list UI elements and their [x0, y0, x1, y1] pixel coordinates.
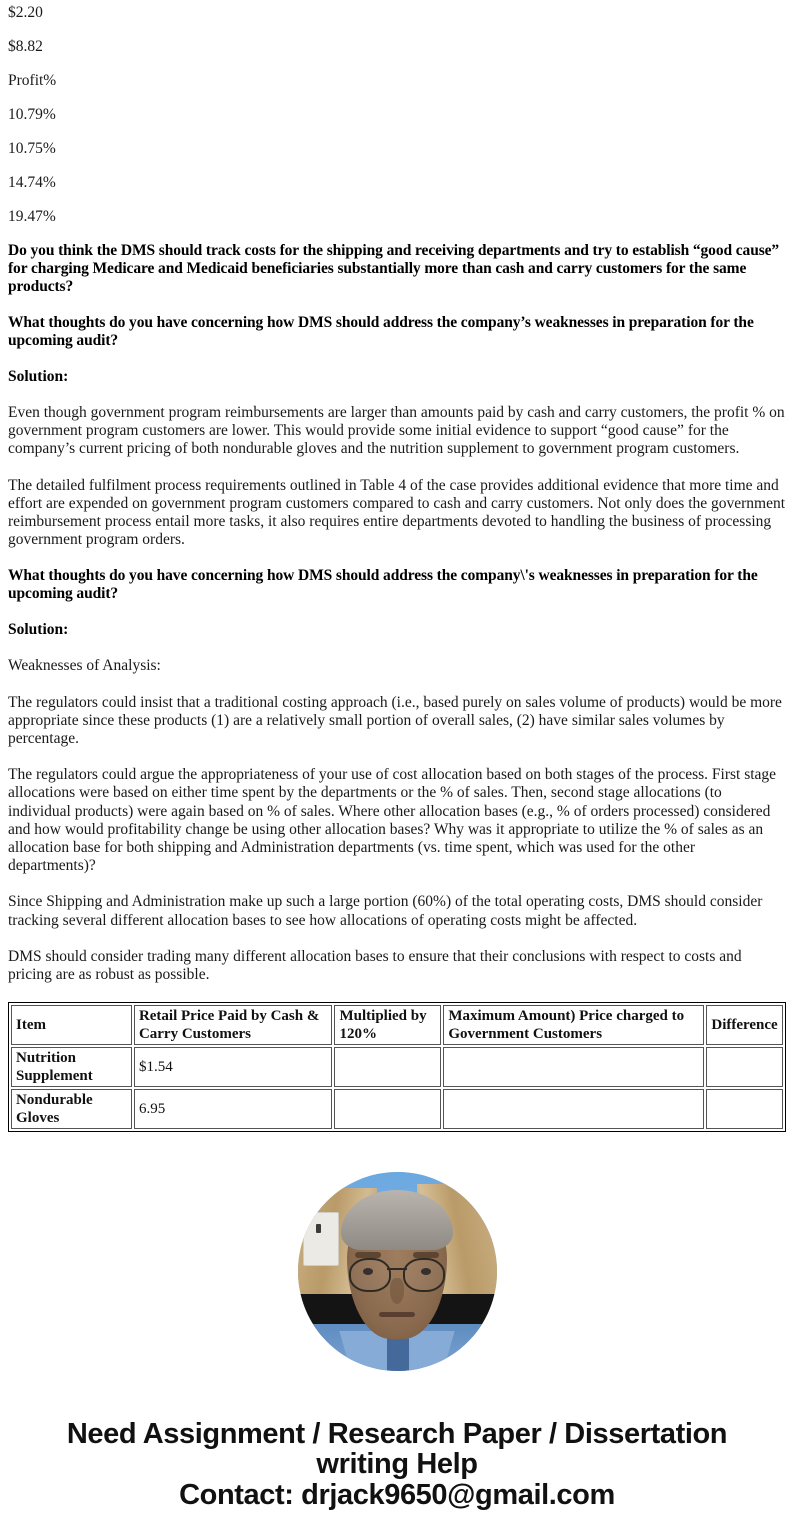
avatar-switchplate [303, 1212, 339, 1266]
table-cell-retail-price: 6.95 [134, 1089, 333, 1129]
question-heading-1: Do you think the DMS should track costs for the shipping and receiving departments and try to establish “good cause” for charging Medicare and Medicaid beneficiaries substantially more than cash and carry customers for the same products? [8, 242, 780, 295]
avatar-mouth [379, 1312, 415, 1317]
question-heading-3: What thoughts do you have concerning how DMS should address the company\'s weaknesses in preparation for the upcoming audit? [8, 567, 758, 603]
stat-line: 14.74% [8, 174, 56, 191]
table-cell-item: Nondurable Gloves [11, 1089, 132, 1129]
table-header-item: Item [11, 1005, 132, 1045]
table-header-difference: Difference [706, 1005, 783, 1045]
solution-label-1: Solution: [8, 368, 69, 385]
table-row [11, 1047, 783, 1087]
footer-heading [8, 1419, 786, 1510]
table-cell-retail-price: $1.54 [134, 1047, 333, 1087]
stat-line: Profit% [8, 72, 57, 89]
table-cell-difference [706, 1089, 783, 1129]
document-page [0, 4, 794, 1510]
stat-line: 19.47% [8, 208, 56, 225]
table-header-row [11, 1005, 783, 1045]
stat-line: $8.82 [8, 38, 43, 55]
answer-paragraph: Even though government program reimbursements are larger than amounts paid by cash and carry customers, the profit % on government program customers are lower. This would provide some initial evidence to support “good cause” for the company’s current pricing of both nondurable gloves and the nutrition supplement to government program customers. [8, 404, 785, 458]
answer-paragraph: The regulators could argue the appropriateness of your use of cost allocation based on both stages of the process. First stage allocations were based on either time spent by the departments or the % of sales. Then, second stage allocations (to individual products) were again based on % of sales. Where other allocation bases (e.g., % of orders processed) considered and how would profitability change be using other allocation bases? Why was it appropriate to utilize the % of sales as an allocation base for both shipping and Administration departments (vs. time spent, which was used for the other departments)? [8, 766, 777, 875]
table-header-retail-price: Retail Price Paid by Cash & Carry Customers [134, 1005, 333, 1045]
stats-list [8, 4, 786, 226]
answer-paragraph: DMS should consider trading many different allocation bases to ensure that their conclusions with respect to costs and pricing are as robust as possible. [8, 947, 742, 984]
weaknesses-label: Weaknesses of Analysis: [8, 657, 161, 675]
table-cell-item: Nutrition Supplement [11, 1047, 132, 1087]
glasses-lens-left-icon [349, 1258, 391, 1292]
glasses-lens-right-icon [403, 1258, 445, 1292]
footer-contact-line: Contact: drjack9650@gmail.com [179, 1479, 615, 1512]
stat-line: $2.20 [8, 4, 43, 21]
stat-line: 10.79% [8, 106, 56, 123]
table-cell-max-price [443, 1089, 704, 1129]
glasses-bridge-icon [387, 1268, 407, 1270]
table-row [11, 1089, 783, 1129]
stat-line: 10.75% [8, 140, 56, 157]
pricing-table [8, 1002, 786, 1132]
table-header-multiplied: Multiplied by 120% [334, 1005, 441, 1045]
answer-paragraph: Since Shipping and Administration make up such a large portion (60%) of the total operating costs, DMS should consider tracking several different allocation bases to see how allocations of operating costs might be affected. [8, 893, 763, 929]
avatar-placket [387, 1337, 409, 1371]
table-cell-difference [706, 1047, 783, 1087]
table-cell-multiplied [334, 1089, 441, 1129]
question-heading-2: What thoughts do you have concerning how DMS should address the company’s weaknesses in preparation for the upcoming audit? [8, 314, 754, 349]
avatar-container [8, 1172, 786, 1371]
answer-paragraph: The detailed fulfilment process requirements outlined in Table 4 of the case provides additional evidence that more time and effort are expended on government program customers compared to cash and carry customers. Not only does the government reimbursement process entail more tasks, it also requires entire departments devoted to handling the business of processing government program orders. [8, 476, 786, 549]
table-cell-multiplied [334, 1047, 441, 1087]
table-cell-max-price [443, 1047, 704, 1087]
footer-line-1: Need Assignment / Research Paper / Dissertation [66, 1418, 728, 1451]
solution-label-2: Solution: [8, 621, 69, 639]
avatar-nose [390, 1278, 404, 1304]
footer-line-2: writing Help [316, 1448, 478, 1481]
answer-paragraph: The regulators could insist that a traditional costing approach (i.e., based purely on sales volume of products) would be more appropriate since these products (1) are a relatively small portion of overall sales, (2) have similar sales volumes by percentage. [8, 693, 782, 748]
avatar [298, 1172, 497, 1371]
table-header-max-price: Maximum Amount) Price charged to Government Customers [443, 1005, 704, 1045]
